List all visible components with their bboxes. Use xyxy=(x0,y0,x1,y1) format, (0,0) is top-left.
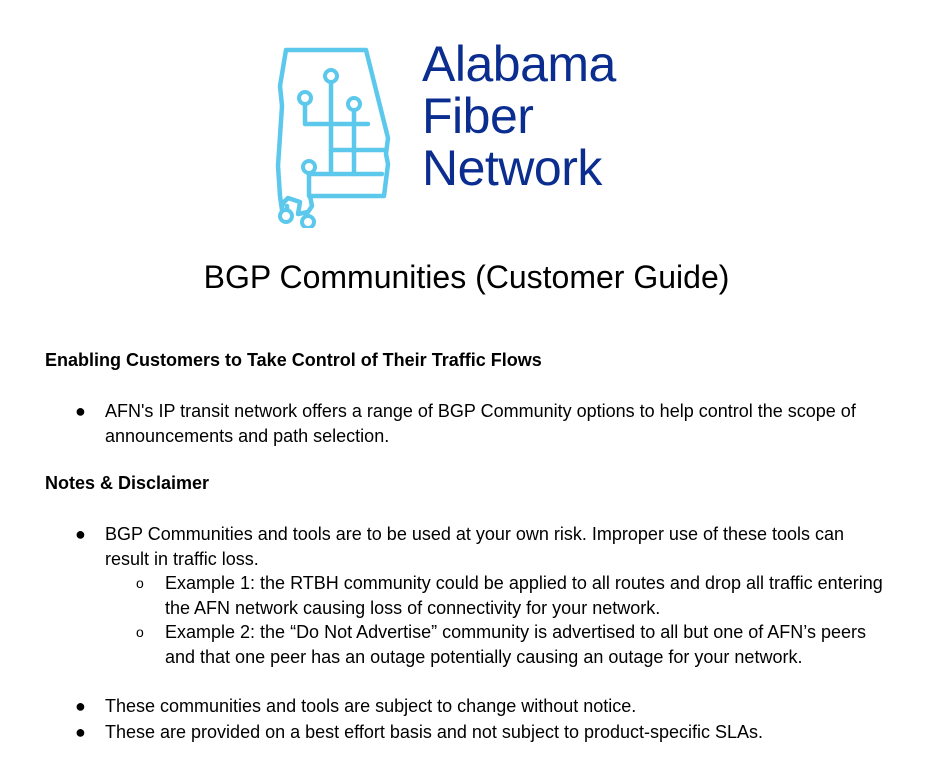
section-heading-notes: Notes & Disclaimer xyxy=(45,473,210,493)
bullet-text: BGP Communities and tools are to be used at your own risk. Improper use of these tools can result in traffic loss. xyxy=(105,524,845,569)
logo-line-2: Fiber xyxy=(422,88,534,144)
document-title: BGP Communities (Customer Guide) xyxy=(203,259,730,295)
bullet-marker: ● xyxy=(75,524,86,544)
logo-line-3: Network xyxy=(422,140,602,196)
bullet-marker: ● xyxy=(75,401,86,421)
logo-line-1: Alabama xyxy=(422,36,616,92)
sub-bullet-text: Example 2: the “Do Not Advertise” community is advertised to all but one of AFN’s peers and that one peer has an outage potentially causing an outage for your network. xyxy=(165,622,866,667)
bullet-marker: ● xyxy=(75,722,86,742)
bullet-text: These communities and tools are subject to change without notice. xyxy=(105,696,637,716)
bullet-item xyxy=(75,399,885,448)
sub-bullet-marker: o xyxy=(136,624,144,640)
sub-bullet-marker: o xyxy=(136,575,144,591)
bullet-marker: ● xyxy=(75,696,86,716)
bullet-text: These are provided on a best effort basis and not subject to product-specific SLAs. xyxy=(105,722,764,742)
bullet-item xyxy=(75,694,885,719)
section-heading-enabling: Enabling Customers to Take Control of Their Traffic Flows xyxy=(45,350,542,370)
sub-bullet-text: Example 1: the RTBH community could be applied to all routes and drop all traffic entering the AFN network causing loss of connectivity for your network. xyxy=(165,573,883,618)
logo xyxy=(268,38,668,228)
logo-wordmark xyxy=(422,38,616,194)
sub-bullet-item xyxy=(136,571,885,620)
bullet-item xyxy=(75,522,885,571)
bullet-item xyxy=(75,720,885,745)
alabama-circuit-map-icon xyxy=(268,46,394,228)
sub-bullet-item xyxy=(136,620,885,669)
bullet-text: AFN's IP transit network offers a range of BGP Community options to help control the scope of announcements and path selection. xyxy=(105,401,856,446)
